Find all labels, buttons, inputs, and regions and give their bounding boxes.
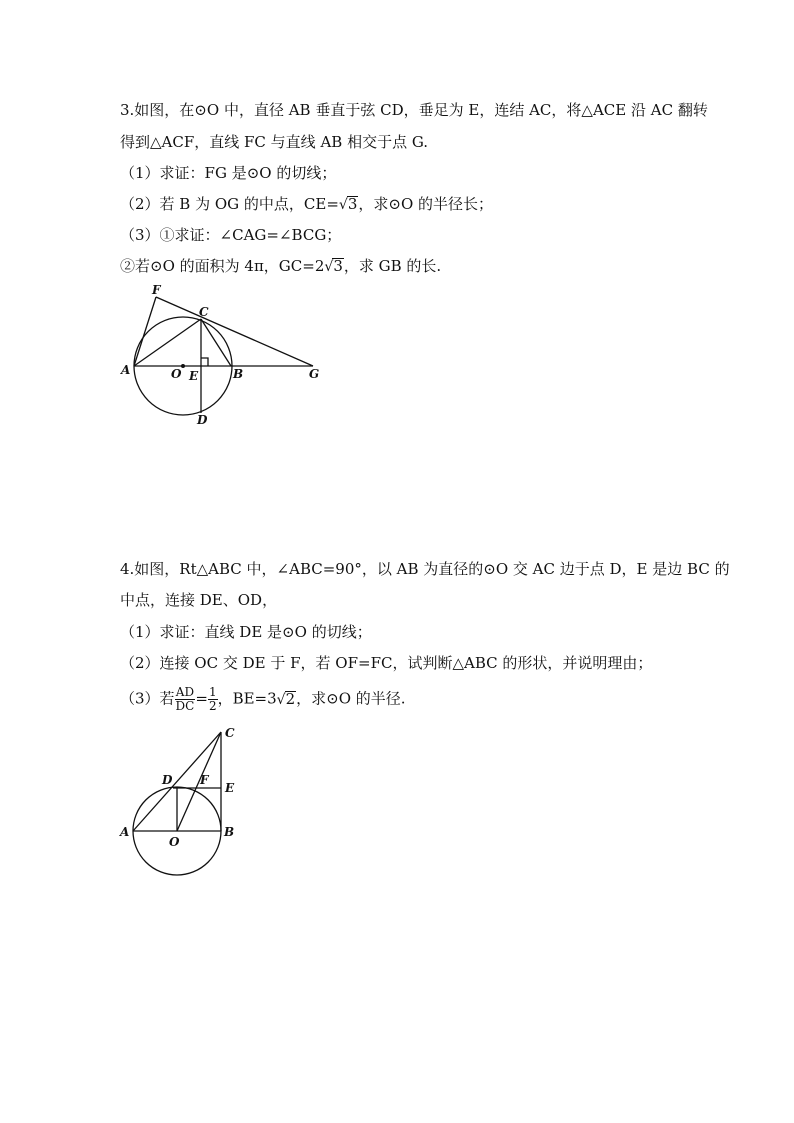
p4-label-E: E (225, 781, 235, 795)
sqrt-sign: √ (338, 197, 348, 213)
p3-q2-pre: （2）若 B 为 OG 的中点，CE= (120, 195, 339, 213)
p3-q3b-radicand: 3 (333, 257, 343, 275)
p4-label-C: C (225, 726, 235, 740)
p4-frac2-num: 1 (208, 685, 217, 699)
p3-label-E: E (189, 369, 199, 383)
p3-q3: （3）①求证：∠CAG=∠BCG； (120, 226, 342, 244)
p4-q2: （2）连接 OC 交 DE 于 F，若 OF=FC，试判断△ABC 的形状，并说明理由； (120, 654, 653, 672)
p3-q3b-post: ，求 GB 的长. (343, 257, 442, 275)
p4-q3-radicand: 2 (285, 689, 296, 708)
p3-label-A: A (121, 363, 131, 377)
p4-q3 (120, 686, 406, 713)
p3-q3b-pre: ②若⊙O 的面积为 4π，GC=2 (120, 257, 325, 275)
p3-q2-radicand: 3 (347, 195, 358, 213)
p4-label-A: A (120, 825, 130, 839)
p4-frac-den: DC (175, 699, 195, 713)
p3-line-FG (156, 297, 313, 366)
p4-label-D: D (162, 773, 173, 787)
p4-frac2-den: 2 (208, 699, 217, 713)
p4-line2: 中点，连接 DE、OD， (120, 591, 278, 609)
p3-right-angle-mark (201, 358, 208, 366)
p4-q3-mid: ，BE=3 (217, 689, 277, 708)
p3-line1: 3.如图，在⊙O 中，直径 AB 垂直于弦 CD，垂足为 E，连结 AC，将△ACE 沿 AC 翻转 (120, 101, 708, 119)
p4-q3-post: ，求⊙O 的半径. (296, 689, 406, 708)
p4-label-O: O (169, 835, 180, 849)
p3-label-G: G (309, 367, 320, 381)
p4-line-OC (177, 732, 221, 831)
sqrt-sign: √ (324, 259, 334, 275)
p4-q3-eq: = (195, 689, 208, 708)
p3-label-C: C (199, 305, 209, 319)
p3-center-dot (181, 364, 185, 368)
p3-label-F: F (152, 283, 161, 297)
p3-label-O: O (171, 367, 182, 381)
p4-q1: （1）求证：直线 DE 是⊙O 的切线； (120, 623, 372, 641)
p3-q2-post: ，求⊙O 的半径长； (358, 195, 494, 213)
p3-line-AF (134, 297, 156, 366)
p3-line-AC (134, 319, 201, 366)
p4-frac-num: AD (175, 685, 195, 699)
p3-label-D: D (197, 413, 208, 427)
sqrt-sign: √ (276, 691, 286, 708)
p4-fraction-half (208, 686, 218, 713)
p3-label-B: B (233, 367, 244, 381)
p4-fraction-ad-dc (175, 686, 196, 713)
p3-q1: （1）求证：FG 是⊙O 的切线； (120, 164, 337, 182)
p3-line2: 得到△ACF，直线 FC 与直线 AB 相交于点 G. (120, 133, 429, 151)
p4-q3-pre: （3）若 (120, 689, 175, 708)
p4-label-F: F (200, 773, 209, 787)
p4-line1: 4.如图，Rt△ABC 中，∠ABC=90°，以 AB 为直径的⊙O 交 AC 边于点 D，E 是边 BC 的 (120, 560, 730, 578)
p4-label-B: B (224, 825, 235, 839)
